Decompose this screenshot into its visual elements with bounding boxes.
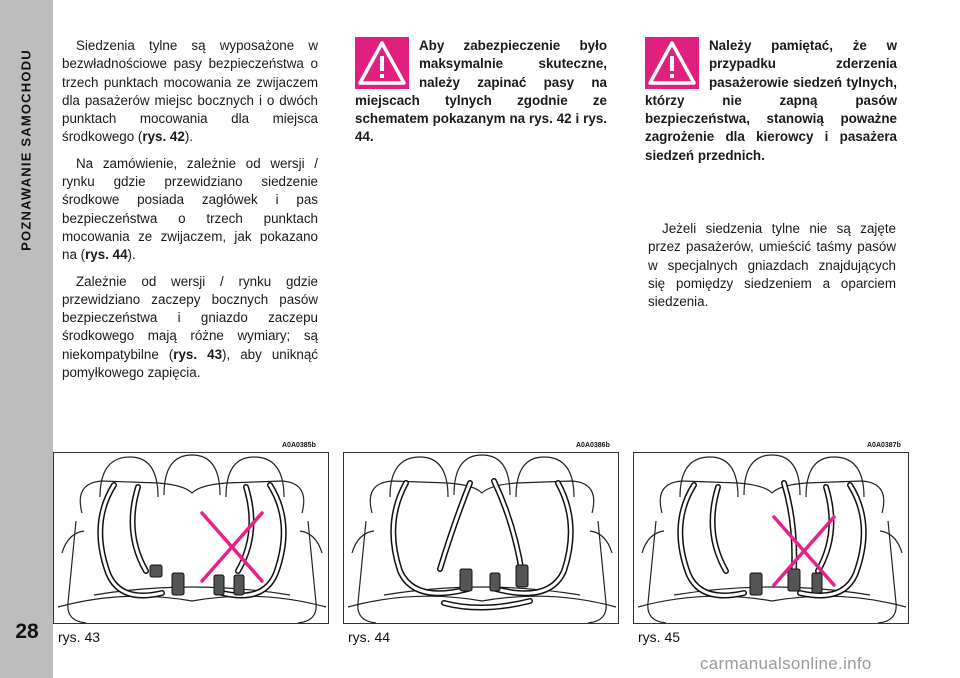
warning-triangle-icon: [355, 37, 409, 89]
figure-ref: rys. 44: [85, 247, 128, 263]
warning-text: Należy pamiętać, że w przypadku zderzenia pasażerowie siedzeń tylnych, którzy nie zapną pasów bezpieczeństwa, stanowią poważne zagrożenie dla kierowcy i pasażera siedzeń przednich.: [645, 38, 897, 163]
seat-illustration: [54, 453, 329, 624]
section-title: POZNAWANIE SAMOCHODU: [18, 49, 34, 251]
figure-code: A0A0387b: [867, 442, 901, 449]
seat-illustration: [344, 453, 619, 624]
figure-seatbelt-45: [633, 452, 909, 624]
seat-illustration: [634, 453, 909, 624]
figure-ref: rys. 42: [142, 129, 185, 145]
paragraph-option: Na zamówienie, zależnie od wersji / rynku gdzie przewidziano siedzenie środkowe posiada zagłówek i pas bezpieczeństwa o trzech punktach mocowania ze zwijaczem, jak pokazano na (rys. 44).: [62, 155, 318, 263]
paragraph-unused-seats: Jeżeli siedzenia tylne nie są zajęte przez pasażerów, umieścić taśmy pasów w specjalnych gniazdach znajdujących się pomiędzy siedzeniem a oparciem siedzenia.: [648, 221, 896, 310]
figure-code: A0A0386b: [576, 442, 610, 449]
page-number: 28: [15, 620, 39, 643]
figure-seatbelt-43: [53, 452, 329, 624]
column-storage-note: [648, 220, 896, 319]
paragraph-seatbelts: Siedzenia tylne są wyposażone w bezwładnościowe pasy bezpieczeństwa o trzech punktach mocowania ze zwijaczem dla pasażerów miejsc bocznych i o dwóch punktach mocowania dla miejsca środkowego (rys. 42).: [62, 38, 318, 145]
column-intro: [62, 37, 318, 390]
warning-box-2: [645, 37, 897, 165]
warning-text: Aby zabezpieczenie było maksymalnie skuteczne, należy zapinać pasy na miejscach tylnych zgodnie ze schematem pokazanym na rys. 42 i rys. 44.: [355, 38, 607, 145]
watermark: carmanualsonline.info: [700, 654, 872, 673]
figure-caption: rys. 45: [638, 629, 681, 645]
figure-ref: rys. 43: [173, 346, 223, 362]
figure-caption: rys. 44: [348, 629, 391, 645]
figure-caption: rys. 43: [58, 629, 101, 645]
warning-triangle-icon: [645, 37, 699, 89]
sidebar: [0, 0, 53, 678]
figure-code: A0A0385b: [282, 442, 316, 449]
paragraph-buckles: Zależnie od wersji / rynku gdzie przewidziano zaczepy bocznych pasów bezpieczeństwa i gniazdo zaczepu środkowego mają różne wymiary; są niekompatybilne (rys. 43), aby uniknąć pomyłkowego zapięcia.: [62, 273, 318, 381]
figure-seatbelt-44: [343, 452, 619, 624]
warning-box-1: [355, 37, 607, 147]
